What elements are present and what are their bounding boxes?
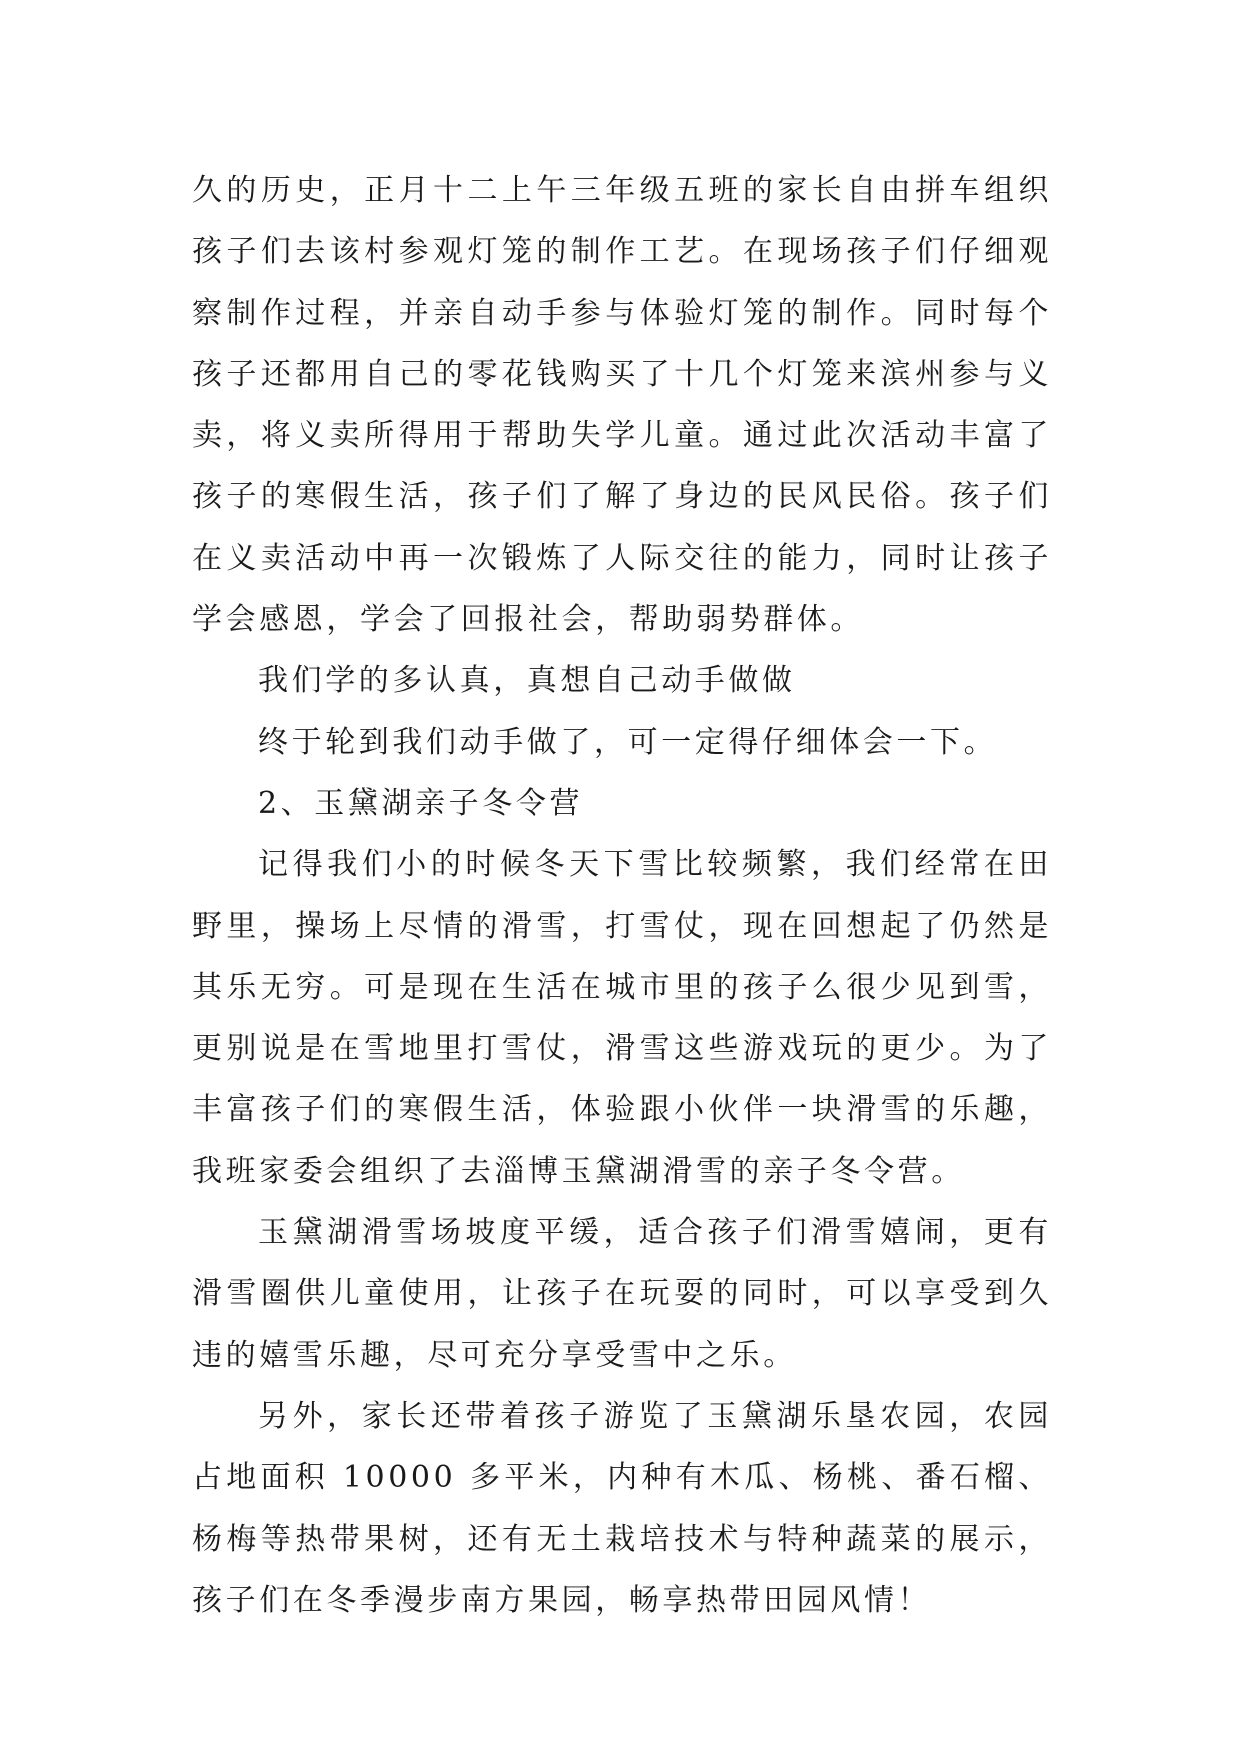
paragraph-farm-tour: 另外，家长还带着孩子游览了玉黛湖乐垦农园，农园占地面积 10000 多平米，内种有木瓜、杨桃、番石榴、杨梅等热带果树，还有无土栽培技术与特种蔬菜的展示，孩子们在冬季漫步南方果园，畅享热带田园风情！: [192, 1398, 1052, 1618]
document-body: [192, 160, 1052, 1631]
paragraph-lantern-trip: 久的历史，正月十二上午三年级五班的家长自由拼车组织孩子们去该村参观灯笼的制作工艺。在现场孩子们仔细观察制作过程，并亲自动手参与体验灯笼的制作。同时每个孩子还都用自己的零花钱购买了十几个灯笼来滨州参与义卖，将义卖所得用于帮助失学儿童。通过此次活动丰富了孩子的寒假生活，孩子们了解了身边的民风民俗。孩子们在义卖活动中再一次锻炼了人际交往的能力，同时让孩子学会感恩，学会了回报社会，帮助弱势群体。: [192, 173, 1052, 638]
paragraph-caption-hands-on: 终于轮到我们动手做了，可一定得仔细体会一下。: [258, 724, 998, 760]
paragraph-snow-memories: 记得我们小的时候冬天下雪比较频繁，我们经常在田野里，操场上尽情的滑雪，打雪仗，现在回想起了仍然是其乐无穷。可是现在生活在城市里的孩子么很少见到雪，更别说是在雪地里打雪仗，滑雪这些游戏玩的更少。为了丰富孩子们的寒假生活，体验跟小伙伴一块滑雪的乐趣，我班家委会组织了去淄博玉黛湖滑雪的亲子冬令营。: [192, 847, 1052, 1189]
section-heading-winter-camp: 2、玉黛湖亲子冬令营: [258, 785, 584, 821]
paragraph-caption-learning: 我们学的多认真，真想自己动手做做: [258, 663, 796, 699]
paragraph-ski-resort: 玉黛湖滑雪场坡度平缓，适合孩子们滑雪嬉闹，更有滑雪圈供儿童使用，让孩子在玩耍的同时，可以享受到久违的嬉雪乐趣，尽可充分享受雪中之乐。: [192, 1215, 1052, 1373]
